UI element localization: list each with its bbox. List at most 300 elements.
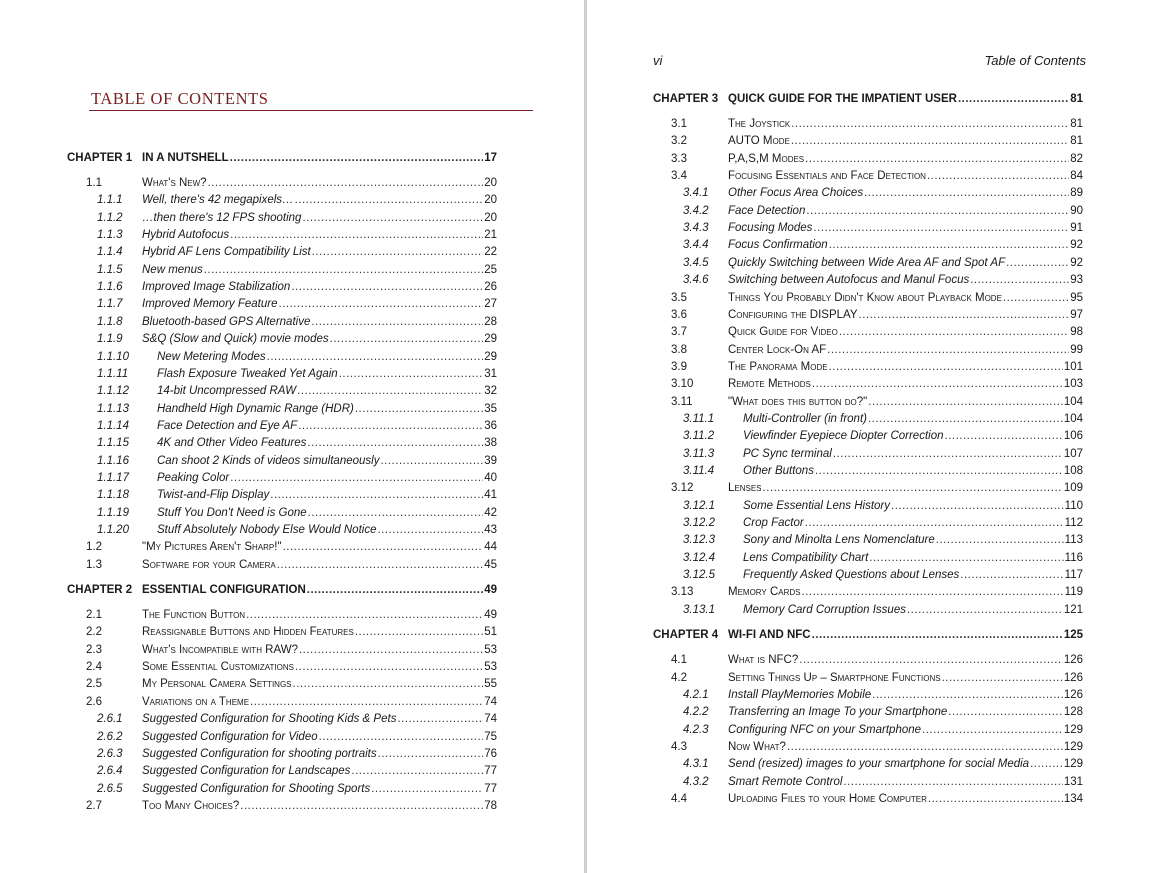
toc-leader-dots <box>270 489 483 501</box>
toc-leader-dots <box>869 552 1063 564</box>
toc-entry-title: Improved Image Stabilization <box>142 281 291 294</box>
toc-entry-page: 129 <box>1063 740 1083 753</box>
toc-entry[interactable] <box>587 625 1083 641</box>
toc-entry-title: ESSENTIAL CONFIGURATION <box>142 584 306 597</box>
toc-entry-title: Suggested Configuration for Video <box>142 730 318 743</box>
toc-entry[interactable] <box>0 329 497 345</box>
toc-entry-number: 1.1.4 <box>97 246 123 259</box>
toc-leader-dots <box>397 713 483 725</box>
toc-entry-number: 2.6.4 <box>97 765 123 778</box>
toc-entry[interactable] <box>587 789 1083 805</box>
toc-entry-title: Uploading Files to your Home Computer <box>728 792 927 805</box>
toc-entry-title: My Personal Camera Settings <box>142 678 292 691</box>
toc-entry-page: 126 <box>1063 654 1083 667</box>
toc-entry-title: Too Many Choices? <box>142 799 240 812</box>
toc-entry-number: 1.2 <box>86 541 102 554</box>
toc-entry[interactable] <box>0 622 497 638</box>
toc-entry-page: 107 <box>1063 447 1083 460</box>
toc-entry-page: 51 <box>484 626 497 639</box>
toc-entry-number: 1.1.19 <box>97 506 129 519</box>
toc-entry[interactable] <box>587 685 1083 701</box>
toc-entry-number: 3.8 <box>671 343 687 356</box>
toc-entry[interactable] <box>587 340 1083 356</box>
toc-leader-dots <box>293 678 484 690</box>
toc-entry-page: 92 <box>1070 256 1083 269</box>
toc-entry-number: 4.4 <box>671 792 687 805</box>
toc-entry[interactable] <box>587 772 1083 788</box>
toc-entry[interactable] <box>587 114 1083 130</box>
toc-entry[interactable] <box>0 312 497 328</box>
toc-entry-number: 4.1 <box>671 654 687 667</box>
toc-leader-dots <box>1030 758 1063 770</box>
toc-leader-dots <box>208 177 484 189</box>
toc-entry[interactable] <box>0 692 497 708</box>
toc-leader-dots <box>230 152 484 164</box>
toc-leader-dots <box>355 626 483 638</box>
toc-leader-dots <box>295 661 483 673</box>
toc-entry-page: 81 <box>1070 135 1083 148</box>
toc-entry-number: CHAPTER 4 <box>653 629 719 642</box>
toc-leader-dots <box>859 309 1070 321</box>
toc-entry-title: Crop Factor <box>743 517 804 530</box>
toc-entry[interactable] <box>0 451 497 467</box>
toc-entry-number: 4.2.2 <box>683 706 709 719</box>
toc-entry[interactable] <box>0 208 497 224</box>
toc-leader-dots <box>936 534 1064 546</box>
toc-leader-dots <box>791 118 1069 130</box>
toc-entry-title: Now What? <box>728 740 786 753</box>
toc-entry-title: Other Buttons <box>743 465 814 477</box>
toc-entry-page: 42 <box>484 506 497 519</box>
toc-entry[interactable] <box>0 761 497 777</box>
toc-entry[interactable] <box>587 582 1083 598</box>
toc-entry-title: …then there's 12 FPS shooting <box>142 211 302 224</box>
toc-leader-dots <box>351 765 483 777</box>
toc-entry-number: CHAPTER 3 <box>653 93 719 105</box>
toc-entry[interactable] <box>0 580 497 596</box>
toc-entry[interactable] <box>587 218 1083 234</box>
toc-entry-number: 4.3 <box>671 740 687 753</box>
toc-entry-page: 93 <box>1070 274 1083 287</box>
toc-entry-number: 1.1.14 <box>97 419 129 432</box>
toc-leader-dots <box>942 672 1063 684</box>
toc-entry-title: Suggested Configuration for Shooting Kids & Pets <box>142 713 397 726</box>
toc-entry-page: 81 <box>1070 93 1083 105</box>
toc-entry-title: Multi-Controller (in front) <box>743 412 867 425</box>
toc-leader-dots <box>928 793 1063 805</box>
toc-entry-title: Bluetooth-based GPS Alternative <box>142 315 311 328</box>
toc-entry-number: 3.5 <box>671 291 687 304</box>
toc-entry-page: 20 <box>484 211 497 224</box>
toc-entry[interactable] <box>587 600 1083 616</box>
toc-entry-number: 1.1.6 <box>97 281 123 294</box>
toc-entry-page: 108 <box>1063 465 1083 477</box>
toc-leader-dots <box>355 403 483 415</box>
toc-entry[interactable] <box>0 744 497 760</box>
toc-entry-title: Viewfinder Eyepiece Diopter Correction <box>743 430 944 443</box>
toc-entry-title: What is NFC? <box>728 654 799 667</box>
toc-entry-number: 3.12.5 <box>683 569 715 582</box>
toc-entry-title: Lens Compatibility Chart <box>743 551 869 564</box>
toc-leader-dots <box>319 731 484 743</box>
toc-entry-number: 3.12.3 <box>683 534 715 547</box>
toc-entry-title: Suggested Configuration for Landscapes <box>142 765 351 778</box>
toc-entry[interactable] <box>0 520 497 536</box>
toc-entry-number: 1.1.18 <box>97 489 129 502</box>
toc-entry[interactable] <box>0 242 497 258</box>
toc-entry[interactable] <box>0 173 497 189</box>
toc-entry[interactable] <box>587 444 1083 460</box>
toc-leader-dots <box>927 170 1069 182</box>
toc-entry-page: 78 <box>484 799 497 812</box>
toc-entry-number: 3.13.1 <box>683 603 715 616</box>
toc-entry-title: Suggested Configuration for shooting portraits <box>142 747 377 760</box>
toc-entry-title: Stuff Absolutely Nobody Else Would Notice <box>157 524 377 536</box>
toc-entry-page: 17 <box>484 152 497 164</box>
toc-entry-title: Some Essential Lens History <box>743 499 891 512</box>
toc-entry-title: Setting Things Up – Smartphone Functions <box>728 671 941 684</box>
toc-entry[interactable] <box>0 364 497 380</box>
toc-entry[interactable] <box>587 374 1083 390</box>
toc-leader-dots <box>267 351 484 363</box>
toc-entry-page: 49 <box>484 609 497 622</box>
toc-entry-number: 1.1.7 <box>97 298 123 311</box>
toc-entry-page: 20 <box>484 194 497 207</box>
toc-entry-page: 117 <box>1064 569 1083 582</box>
toc-entry-title: Switching between Autofocus and Manul Focus <box>728 274 970 287</box>
toc-entry-title: The Joystick <box>728 118 791 130</box>
toc-entry[interactable] <box>0 148 497 164</box>
toc-entry-page: 129 <box>1063 758 1083 771</box>
toc-entry-title: The Function Button <box>142 609 246 622</box>
toc-entry-number: 3.7 <box>671 326 687 339</box>
toc-entry[interactable] <box>587 548 1083 564</box>
toc-leader-dots <box>295 194 484 206</box>
toc-leader-dots <box>970 274 1069 286</box>
toc-entry[interactable] <box>587 235 1083 251</box>
toc-entry-number: 3.6 <box>671 308 687 321</box>
toc-leader-dots <box>204 264 483 276</box>
toc-entry[interactable] <box>0 347 497 363</box>
toc-entry-page: 125 <box>1063 629 1083 642</box>
toc-entry-page: 104 <box>1063 412 1083 425</box>
toc-entry[interactable] <box>587 565 1083 581</box>
toc-entry[interactable] <box>587 720 1083 736</box>
toc-entry-number: 3.11.1 <box>683 412 715 425</box>
toc-leader-dots <box>829 239 1069 251</box>
toc-leader-dots <box>805 153 1069 165</box>
toc-entry-page: 29 <box>484 350 497 363</box>
toc-entry[interactable] <box>0 657 497 673</box>
toc-entry[interactable] <box>587 322 1083 338</box>
toc-entry[interactable] <box>0 416 497 432</box>
toc-entry-number: 1.1.9 <box>97 333 123 346</box>
toc-entry[interactable] <box>0 709 497 725</box>
toc-entry-page: 81 <box>1070 118 1083 130</box>
toc-entry-page: 20 <box>484 177 497 189</box>
toc-entry[interactable] <box>0 485 497 501</box>
toc-entry-title: Suggested Configuration for Shooting Sports <box>142 782 371 795</box>
toc-entry-page: 103 <box>1063 378 1083 391</box>
toc-entry-title: Face Detection and Eye AF <box>157 419 298 432</box>
toc-entry[interactable] <box>587 166 1083 182</box>
toc-entry-number: 4.2 <box>671 671 687 684</box>
toc-entry-title: Remote Methods <box>728 378 811 391</box>
toc-entry[interactable] <box>587 754 1083 770</box>
toc-entry-page: 112 <box>1064 517 1083 530</box>
toc-entry[interactable] <box>0 225 497 241</box>
toc-entry[interactable] <box>0 555 497 571</box>
toc-leader-dots <box>308 507 484 519</box>
toc-entry-number: 3.4.3 <box>683 222 709 235</box>
toc-leader-dots <box>868 413 1063 425</box>
toc-entry-page: 113 <box>1064 534 1083 547</box>
toc-entry-page: 131 <box>1063 775 1083 788</box>
toc-leader-dots <box>802 586 1064 598</box>
toc-entry-page: 110 <box>1064 499 1083 512</box>
toc-leader-dots <box>291 281 483 293</box>
toc-entry-number: 3.12.1 <box>683 499 715 512</box>
toc-leader-dots <box>1003 292 1069 304</box>
toc-entry-page: 27 <box>484 298 497 311</box>
toc-leader-dots <box>960 569 1063 581</box>
toc-entry-title: What's Incompatible with RAW? <box>142 643 298 656</box>
toc-entry-title: Frequently Asked Questions about Lenses <box>743 569 960 582</box>
toc-entry[interactable] <box>587 496 1083 512</box>
toc-entry-page: 44 <box>484 541 497 554</box>
toc-entry[interactable] <box>587 131 1083 147</box>
toc-entry-number: CHAPTER 1 <box>67 152 133 164</box>
toc-entry-number: 3.12.2 <box>683 517 715 530</box>
toc-entry-page: 128 <box>1063 706 1083 719</box>
toc-entry[interactable] <box>0 640 497 656</box>
toc-entry[interactable] <box>587 513 1083 529</box>
toc-entry-title: Lenses <box>728 482 762 495</box>
toc-entry-number: 1.1.15 <box>97 437 129 450</box>
toc-entry-title: New menus <box>142 263 203 276</box>
toc-entry-page: 116 <box>1064 551 1083 564</box>
toc-leader-dots <box>812 629 1063 641</box>
toc-entry-title: Memory Card Corruption Issues <box>743 603 906 616</box>
toc-entry-page: 97 <box>1070 308 1083 321</box>
toc-entry-page: 98 <box>1070 326 1083 339</box>
toc-entry-page: 121 <box>1063 603 1083 616</box>
toc-entry[interactable] <box>587 357 1083 373</box>
toc-entry-page: 90 <box>1070 204 1083 217</box>
toc-entry-title: IN A NUTSHELL <box>142 152 229 164</box>
toc-entry[interactable] <box>0 674 497 690</box>
toc-leader-dots <box>312 246 483 258</box>
toc-entry-number: 3.12 <box>671 482 694 495</box>
toc-leader-dots <box>377 524 483 536</box>
toc-entry-number: 2.5 <box>86 678 102 691</box>
toc-entry-page: 28 <box>484 315 497 328</box>
toc-entry-title: Sony and Minolta Lens Nomenclature <box>743 534 935 547</box>
toc-entry-number: 2.1 <box>86 609 102 622</box>
toc-entry-number: 1.3 <box>86 558 102 571</box>
toc-entry-title: Configuring the DISPLAY <box>728 308 858 321</box>
toc-entry-number: 1.1.20 <box>97 524 129 536</box>
toc-entry-page: 49 <box>484 584 497 597</box>
toc-entry-page: 77 <box>484 782 497 795</box>
toc-entry-number: 1.1.1 <box>97 194 123 207</box>
toc-entry[interactable] <box>587 288 1083 304</box>
toc-leader-dots <box>812 378 1063 390</box>
toc-entry-title: "What does this button do?" <box>728 395 868 408</box>
toc-entry[interactable] <box>587 668 1083 684</box>
toc-entry-title: Hybrid Autofocus <box>142 229 230 242</box>
toc-entry-number: 1.1.3 <box>97 229 123 242</box>
toc-entry-title: Handheld High Dynamic Range (HDR) <box>157 402 354 415</box>
toc-entry[interactable] <box>0 796 497 812</box>
toc-entry[interactable] <box>587 392 1083 408</box>
toc-entry-title: "My Pictures Aren't Sharp!" <box>142 541 282 554</box>
toc-entry[interactable] <box>587 530 1083 546</box>
toc-entry[interactable] <box>0 190 497 206</box>
toc-leader-dots <box>307 584 483 596</box>
toc-leader-dots <box>279 298 484 310</box>
toc-entry[interactable] <box>0 779 497 795</box>
toc-leader-dots <box>864 187 1069 199</box>
toc-leader-dots <box>827 344 1069 356</box>
toc-entry-title: 14-bit Uncompressed RAW <box>157 385 297 398</box>
toc-entry-title: Some Essential Customizations <box>142 661 294 674</box>
toc-entry[interactable] <box>587 461 1083 477</box>
toc-entry-page: 126 <box>1063 688 1083 701</box>
toc-entry-page: 29 <box>484 333 497 346</box>
toc-entry-page: 104 <box>1063 395 1083 408</box>
toc-entry-page: 91 <box>1070 222 1083 235</box>
toc-leader-dots <box>907 604 1063 616</box>
toc-entry-number: 3.4 <box>671 170 687 183</box>
toc-entry-number: 1.1.12 <box>97 385 129 398</box>
toc-entry[interactable] <box>587 89 1083 105</box>
toc-entry[interactable] <box>0 503 497 519</box>
toc-entry-number: 1.1.8 <box>97 315 123 328</box>
toc-entry-number: 3.11.2 <box>683 430 715 443</box>
toc-entry-page: 74 <box>484 713 497 726</box>
toc-entry-title: PC Sync terminal <box>743 447 832 460</box>
toc-entry[interactable] <box>587 201 1083 217</box>
toc-leader-dots <box>833 448 1063 460</box>
toc-leader-dots <box>813 222 1069 234</box>
toc-entry-number: 2.4 <box>86 661 102 674</box>
toc-entry-page: 22 <box>484 246 497 259</box>
toc-entry[interactable] <box>587 305 1083 321</box>
toc-entry[interactable] <box>587 426 1083 442</box>
toc-leader-dots <box>891 500 1064 512</box>
toc-entry-title: Quickly Switching between Wide Area AF and Spot AF <box>728 256 1006 269</box>
toc-entry-title: New Metering Modes <box>157 350 266 363</box>
toc-leader-dots <box>277 559 483 571</box>
toc-leader-dots <box>230 472 483 484</box>
toc-leader-dots <box>945 430 1063 442</box>
toc-entry-number: 1.1.5 <box>97 263 123 276</box>
toc-entry-page: 89 <box>1070 187 1083 200</box>
toc-leader-dots <box>791 135 1069 147</box>
toc-entry-number: 3.4.2 <box>683 204 709 217</box>
toc-entry[interactable] <box>0 260 497 276</box>
toc-entry-title: Hybrid AF Lens Compatibility List <box>142 246 311 259</box>
toc-entry-title: What's New? <box>142 177 207 189</box>
toc-entry-page: 39 <box>484 454 497 467</box>
toc-entry-number: 3.9 <box>671 360 687 373</box>
toc-entry-number: 1.1.11 <box>97 367 129 380</box>
toc-entry[interactable] <box>0 727 497 743</box>
toc-entry[interactable] <box>0 433 497 449</box>
toc-entry[interactable] <box>587 478 1083 494</box>
page-number-header: vi <box>653 53 663 68</box>
toc-entry-title: Software for your Camera <box>142 558 276 571</box>
toc-leader-dots <box>246 609 483 621</box>
toc-entry[interactable] <box>0 537 497 553</box>
toc-entry-title: Smart Remote Control <box>728 775 843 788</box>
toc-entry-page: 53 <box>484 661 497 674</box>
toc-entry-page: 126 <box>1063 671 1083 684</box>
toc-leader-dots <box>815 465 1063 477</box>
toc-entry-title: AUTO Mode <box>728 135 790 148</box>
toc-entry[interactable] <box>587 409 1083 425</box>
toc-entry[interactable] <box>0 277 497 293</box>
toc-leader-dots <box>839 326 1069 338</box>
toc-entry-number: 2.6.3 <box>97 747 123 760</box>
toc-entry[interactable] <box>587 183 1083 199</box>
toc-entry-page: 36 <box>484 419 497 432</box>
toc-entry-page: 35 <box>484 402 497 415</box>
toc-entry-page: 106 <box>1063 430 1083 443</box>
toc-entry[interactable] <box>587 149 1083 165</box>
toc-entry[interactable] <box>0 605 497 621</box>
toc-leader-dots <box>1006 257 1069 269</box>
toc-entry-page: 76 <box>484 747 497 760</box>
toc-entry-page: 41 <box>484 489 497 502</box>
toc-entry-title: Center Lock-On AF <box>728 343 827 356</box>
toc-entry-number: 4.3.1 <box>683 758 709 771</box>
toc-leader-dots <box>958 93 1069 105</box>
toc-entry-number: 2.6.5 <box>97 782 123 795</box>
toc-entry-page: 21 <box>484 229 497 242</box>
toc-entry-page: 99 <box>1070 343 1083 356</box>
toc-entry[interactable] <box>0 381 497 397</box>
toc-entry-title: Configuring NFC on your Smartphone <box>728 723 922 736</box>
toc-leader-dots <box>806 205 1069 217</box>
toc-entry[interactable] <box>0 294 497 310</box>
toc-entry[interactable] <box>587 270 1083 286</box>
toc-leader-dots <box>948 706 1063 718</box>
toc-entry-page: 43 <box>484 524 497 536</box>
toc-leader-dots <box>378 748 484 760</box>
toc-entry[interactable] <box>587 650 1083 666</box>
toc-entry-title: Reassignable Buttons and Hidden Features <box>142 626 354 639</box>
toc-leader-dots <box>299 644 483 656</box>
toc-entry-title: Twist-and-Flip Display <box>157 489 270 502</box>
toc-entry[interactable] <box>0 399 497 415</box>
toc-leader-dots <box>230 229 483 241</box>
toc-leader-dots <box>829 361 1063 373</box>
toc-entry[interactable] <box>587 737 1083 753</box>
toc-entry[interactable] <box>587 253 1083 269</box>
toc-entry-title: Face Detection <box>728 204 806 217</box>
toc-entry-page: 119 <box>1064 586 1083 599</box>
toc-entry-title: Install PlayMemories Mobile <box>728 688 872 701</box>
toc-entry[interactable] <box>587 702 1083 718</box>
toc-entry-title: Memory Cards <box>728 586 801 599</box>
toc-entry-title: The Panorama Mode <box>728 360 828 373</box>
right-page <box>587 0 1169 873</box>
toc-leader-dots <box>843 776 1062 788</box>
toc-entry-page: 40 <box>484 471 497 484</box>
toc-entry[interactable] <box>0 468 497 484</box>
